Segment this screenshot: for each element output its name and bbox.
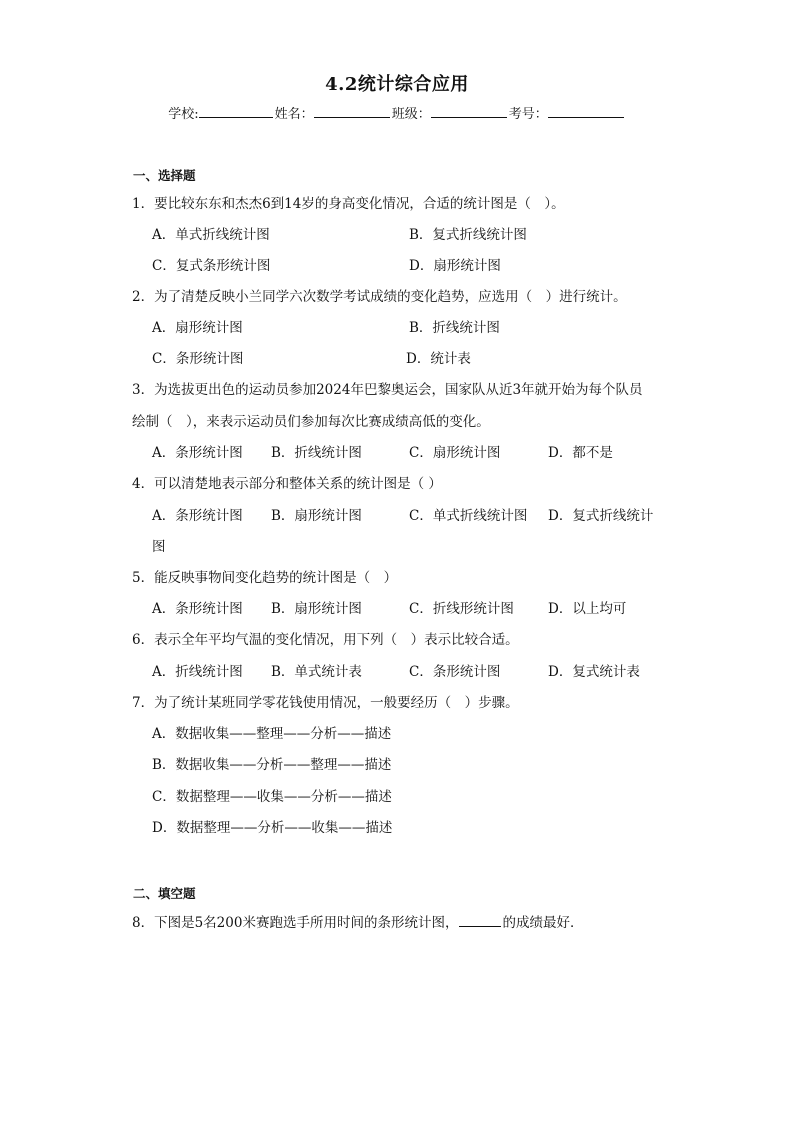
question-5: 5．能反映事物间变化趋势的统计图是（ ） [132, 570, 398, 586]
q3-option-d[interactable]: D．都不是 [548, 445, 613, 461]
name-field[interactable] [314, 103, 390, 118]
q5-option-b[interactable]: B．扇形统计图 [271, 601, 362, 617]
class-field[interactable] [431, 103, 507, 118]
number-label: 考号： [508, 107, 548, 122]
section-choice-heading: 一、选择题 [133, 168, 196, 183]
q6-option-b[interactable]: B．单式统计表 [271, 664, 362, 680]
q5-option-a[interactable]: A．条形统计图 [152, 601, 243, 617]
school-label: 学校: [168, 107, 199, 122]
q1-option-d[interactable]: D．扇形统计图 [409, 258, 501, 274]
q5-option-c[interactable]: C．折线形统计图 [409, 601, 514, 617]
student-info-row [0, 103, 794, 122]
q1-option-a[interactable]: A．单式折线统计图 [152, 227, 270, 243]
question-2: 2．为了清楚反映小兰同学六次数学考试成绩的变化趋势，应选用（ ）进行统计。 [132, 289, 627, 305]
q4-option-d-continued: 图 [152, 539, 166, 555]
question-8-text-before: 8．下图是5名200米赛跑选手所用时间的条形统计图， [132, 915, 459, 931]
school-field[interactable] [199, 103, 273, 118]
q7-option-b[interactable]: B．数据收集——分析——整理——描述 [152, 757, 392, 773]
q4-option-b[interactable]: B．扇形统计图 [271, 508, 362, 524]
question-7: 7．为了统计某班同学零花钱使用情况，一般要经历（ ）步骤。 [132, 695, 519, 711]
number-field[interactable] [548, 103, 624, 118]
q4-option-a[interactable]: A．条形统计图 [152, 508, 243, 524]
q4-option-c[interactable]: C．单式折线统计图 [409, 508, 528, 524]
question-3-line-1: 3．为选拔更出色的运动员参加2024年巴黎奥运会，国家队从近3年就开始为每个队员 [132, 382, 643, 398]
q2-option-b[interactable]: B．折线统计图 [409, 320, 500, 336]
q7-option-c[interactable]: C．数据整理——收集——分析——描述 [152, 789, 392, 805]
q3-option-c[interactable]: C．扇形统计图 [409, 445, 501, 461]
q2-option-c[interactable]: C．条形统计图 [152, 351, 244, 367]
q6-option-a[interactable]: A．折线统计图 [152, 664, 243, 680]
name-label: 姓名： [274, 107, 314, 122]
question-4: 4．可以清楚地表示部分和整体关系的统计图是（ ） [132, 476, 442, 492]
q1-option-b[interactable]: B．复式折线统计图 [409, 227, 527, 243]
q5-option-d[interactable]: D．以上均可 [548, 601, 627, 617]
q1-option-c[interactable]: C．复式条形统计图 [152, 258, 271, 274]
q4-option-d[interactable]: D．复式折线统计 [548, 508, 654, 524]
q3-option-b[interactable]: B．折线统计图 [271, 445, 362, 461]
q6-option-c[interactable]: C．条形统计图 [409, 664, 501, 680]
q7-option-d[interactable]: D．数据整理——分析——收集——描述 [152, 820, 393, 836]
q3-option-a[interactable]: A．条形统计图 [152, 445, 243, 461]
q6-option-d[interactable]: D．复式统计表 [548, 664, 640, 680]
q2-option-d[interactable]: D．统计表 [406, 351, 471, 367]
question-3-line-2: 绘制（ ），来表示运动员们参加每次比赛成绩高低的变化。 [132, 414, 490, 430]
question-1: 1．要比较东东和杰杰6到14岁的身高变化情况，合适的统计图是（ ）。 [132, 196, 565, 212]
question-8 [132, 911, 583, 931]
q7-option-a[interactable]: A．数据收集——整理——分析——描述 [152, 726, 392, 742]
question-8-text-after: 的成绩最好． [502, 915, 584, 931]
page-title: 4.2统计综合应用 [325, 74, 469, 95]
answer-blank[interactable] [459, 914, 501, 927]
class-label: 班级： [391, 107, 431, 122]
question-6: 6．表示全年平均气温的变化情况，用下列（ ）表示比较合适。 [132, 632, 519, 648]
section-fill-heading: 二、填空题 [133, 886, 196, 901]
q2-option-a[interactable]: A．扇形统计图 [152, 320, 243, 336]
